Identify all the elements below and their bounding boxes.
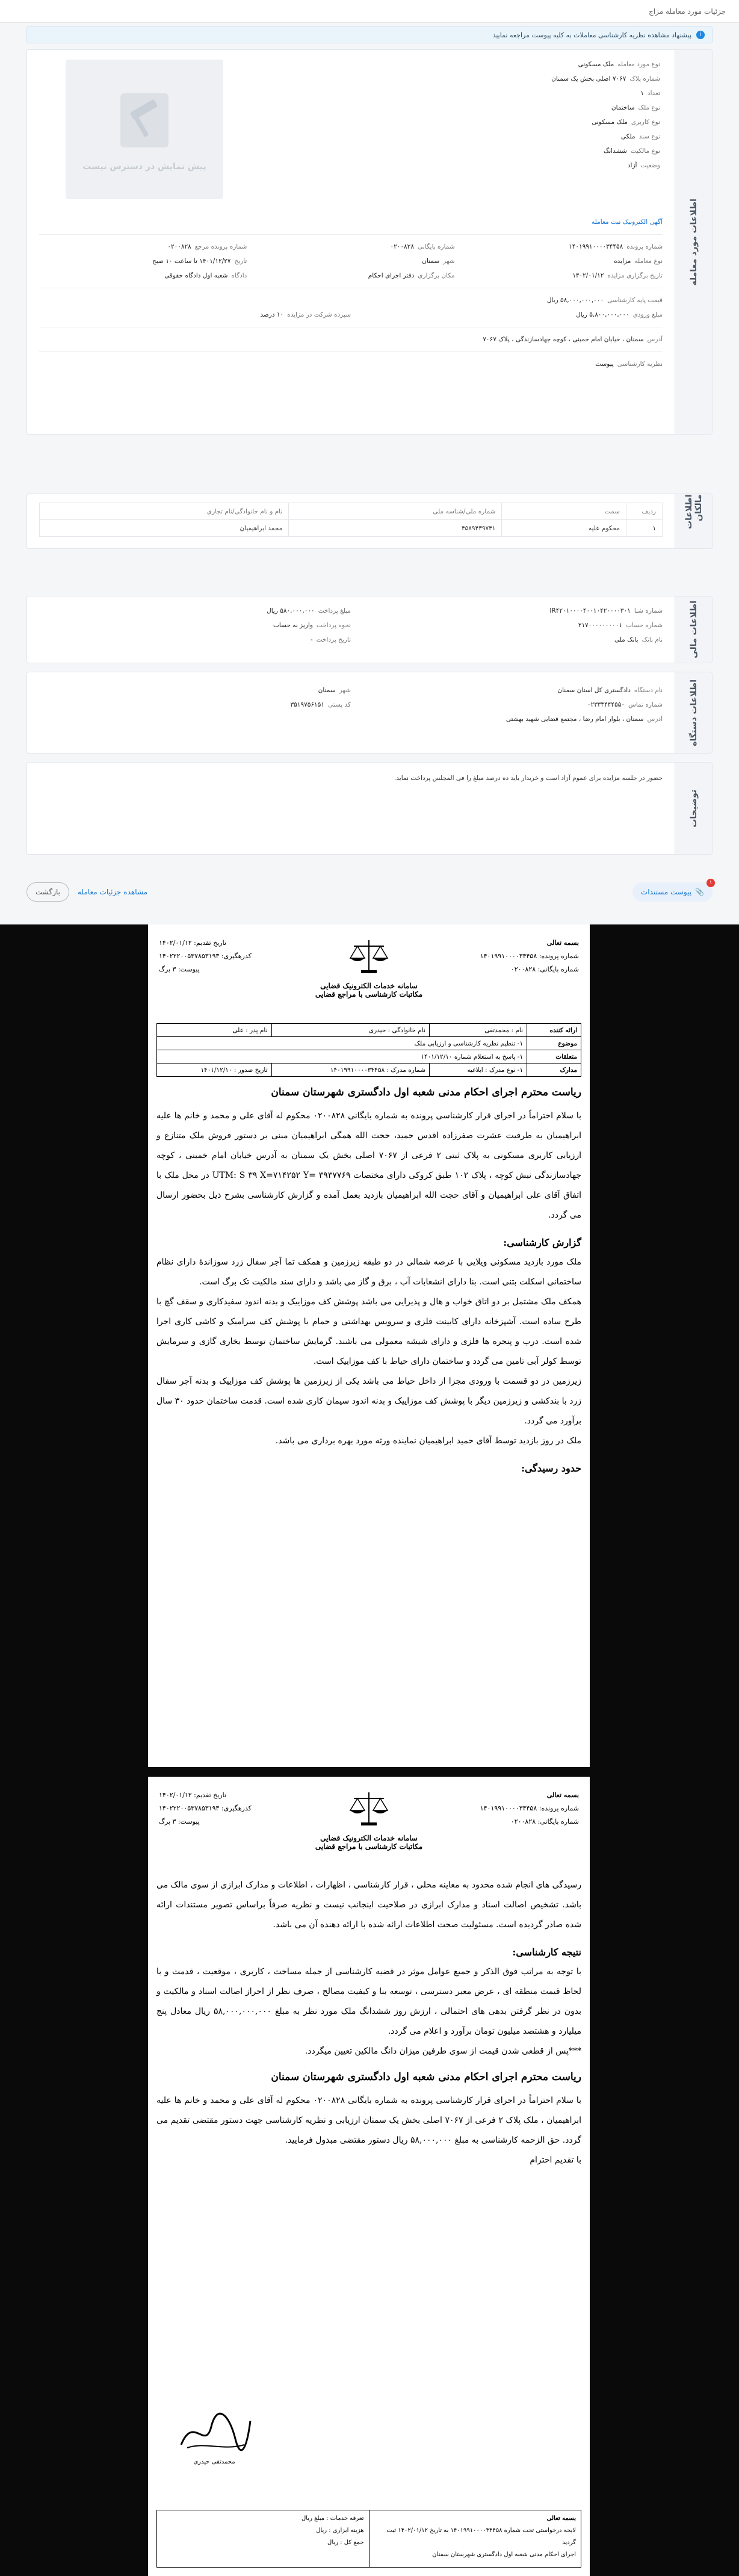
deal-info-row: شماره پرونده ۱۴۰۱۹۹۱۰۰۰۰۳۴۴۵۸ شماره بایگانی ۰۲۰۰۸۲۸ شماره پرونده مرجع ۰۲۰۰۸۲۸ [167,243,663,250]
doc-title: ریاست محترم اجرای احکام مدنی شعبه اول دادگستری شهرستان سمنان [271,2071,581,2083]
deal-row: نوع مورد معامله ملک مسکونی [578,61,660,68]
doc-case-no: شماره پرونده: ۱۴۰۱۹۹۱۰۰۰۰۳۴۴۵۸ [480,952,579,960]
dept-side-label: اطلاعات دستگاه [675,672,712,753]
image-placeholder [66,60,223,199]
owners-table [39,503,663,537]
doc-tracking-code: کدرهگیری: ۱۴۰۲۲۲۰۰۵۳۷۸۵۳۱۹۳ [159,952,252,960]
deal-row: شماره پلاک ۷۰۶۷ اصلی بخش یک سمنان [551,75,660,82]
expert-row: نظریه کارشناسی پیوست [595,361,663,368]
doc-paragraph: ملک در روز بازدید توسط آقای حمید ابراهیمیان نماینده ورثه مورد بهره برداری می باشد. [275,1436,581,1446]
judiciary-logo: سامانه خدمات الکترونیک قضایی مکاتبات کارشناسی با مراجع قضایی [297,1788,441,1851]
signer-name: محمدتقی حیدری [193,2459,235,2465]
details-link[interactable]: مشاهده جزئیات معامله [78,888,147,896]
deal-row: تعداد ۱ [640,90,660,97]
doc-attach-count: پیوست: ۳ برگ [159,965,200,973]
doc-closing: با تقدیم احترام [530,2155,581,2165]
signature [160,2409,268,2465]
deal-info-row: نوع معامله مزایده شهر سمنان تاریخ ۱۴۰۱/۱۲/۲۷ تا ساعت ۱۰ صبح [152,258,663,265]
deal-row: نوع مالکیت ششدانگ [603,147,660,155]
breadcrumb[interactable]: جزئیات مورد معامله مزاج [0,0,739,23]
doc-subheading: حدود رسیدگی: [521,1463,581,1474]
doc-info-grid [156,1023,581,1077]
case-detail-panel [0,0,739,924]
deal-row: نوع سند ملکی [620,133,660,140]
deal-row: نوع کاربری ملک مسکونی [592,119,660,126]
ad-link[interactable]: آگهی الکترونیک ثبت معامله [592,218,663,226]
doc-paragraph: رسیدگی های انجام شده محدود به معاینه محلی ، قرار کارشناسی ، اظهارات ، اطلاعات و مدارک ابرازی از سوی مالک می باشد. تشخیص اصالت اسناد و مدارک ابرازی در صلاحیت اینجانب نیست و نظریه صرفاً براساس تصویر مستندات ارائه شده صادر گردیده است. مسئولیت صحت اطلاعات ارائه شده با ارائه دهنده آن می باشد. [156,1880,581,1930]
document-page-1 [148,924,590,1767]
address-row: آدرس سمنان ، خیابان امام خمینی ، کوچه جهادسازندگی ، پلاک ۷۰۶۷ [483,336,663,343]
deal-body [27,50,675,434]
doc-paragraph: با توجه به مراتب فوق الذکر و جمیع عوامل موثر در قضیه کارشناسی از جمله مساحت ، کاربری ، موقعیت ، قدمت و با لحاظ قیمت منطقه ای ، عرض معبر دسترسی ، توسعه بنا و کیفیت مصالح ، صرف نظر از احراز اصالت اسناد و مالکیت و بدون در نظر گرفتن بدهی های احتمالی ، ارزش روز ششدانگ ملک مورد نظر به مبلغ ۵۸,۰۰۰,۰۰۰,۰۰۰ ریال معادل پنج میلیارد و هشتصد میلیون تومان برآورد و اعلام می گردد. [156,1967,581,2036]
doc-date: تاریخ تقدیم: ۱۴۰۲/۰۱/۱۲ [159,939,227,947]
image-placeholder-text: پیش نمایش در دسترس نیست [82,162,206,172]
table-row: ۱ محکوم علیه ۴۵۸۹۴۳۹۷۳۱ محمد ابراهیمیان [40,520,663,537]
finance-row: شماره شبا IR۴۲۰۱۰۰۰۰۴۰۰۱۰۴۲۰۰۰۰۳۰۱ مبلغ پرداخت ۵۸۰,۰۰۰,۰۰۰ ریال [267,607,663,615]
col-header: نام و نام خانوادگی/نام تجاری [40,503,289,520]
warning-text: پیشنهاد مشاهده نظریه کارشناسی معاملات به کلیه پیوست مراجعه نمایید [492,31,691,39]
owners-side-label: اطلاعات مالکان [675,494,712,548]
desc-text: حضور در جلسه مزایده برای عموم آزاد است و خریدار باید ده درصد مبلغ را فی المجلس پرداخت نماید. [394,775,663,782]
table-row: موضوع ۱- تنظیم نظریه کارشناسی و ارزیابی ملک [157,1037,581,1050]
gavel-icon [108,87,181,153]
col-header: شماره ملی/شناسه ملی [289,503,502,520]
finance-row: شماره حساب ۲۱۷۰۰۰۰۰۰۰۰۰۱ نحوه پرداخت واریز به حساب [273,622,663,629]
warning-banner [26,26,713,43]
doc-subheading: گزارش کارشناسی: [503,1237,581,1248]
attachments-button[interactable]: ۱ 📎 پیوست مستندات [632,882,713,902]
back-button[interactable]: بازگشت [26,882,69,902]
doc-paragraph: همکف ملک مشتمل بر دو اتاق خواب و هال و پذیرایی می باشد پوشش کف موزاییک و بدنه اندود سفیدکاری و سقف گچ با طرح ساده است. آشپزخانه دارای کابینت فلزی و سرویس بهداشتی و حمام با پوشش کف سرامیک و کاشی کاری اجرا شده است. درب و پنجره ها فلزی و دارای شیشه معمولی می باشند. گرمایش ساختمان توسط بخاری گازی و سرمایش توسط کولر آبی تامین می گردد و ساختمان دارای حیاط با کف موزاییک است. [156,1297,581,1366]
scales-icon [348,1788,390,1830]
deal-info-section [26,49,713,435]
finance-side-label: اطلاعات مالی [675,596,712,663]
col-header: ردیف [626,503,663,520]
desc-side-label: توضیحات [675,763,712,854]
doc-paragraph: ملک مورد بازدید مسکونی ویلایی با عرصه شمالی در دو طبقه زیرزمین و همکف تما آجر سفال زرد سوزاندهٔ دارای نظام ساختمانی اسکلت بتنی است. بنا دارای انشعابات آب ، برق و گاز می باشد و دارای سند مالکیت تک برگ است. [156,1257,581,1287]
document-page-2: بسمه تعالی شماره پرونده: ۱۴۰۱۹۹۱۰۰۰۰۳۴۴۵۸ شماره بایگانی: ۰۲۰۰۸۲۸ سامانه خدمات الکترونیک قضایی مکاتبات کارشناسی با مراجع قضایی تاریخ تقدیم: ۱۴۰۲/۰۱/۱۲ کدرهگیری: ۱۴۰۲۲۲۰۰۵۳۷۸۵۳۱۹۳ پیوست: ۳ برگ رسیدگی های انجام شده محدود به معاینه محلی ، قرار کارشناسی ، اظهارات ، اطلاعات و مدارک ابرازی از سوی مالک می باشد. تشخیص اصالت اسناد و مدارک ابرازی در صلاحیت اینجانب نیست و نظریه صرفاً براساس تصویر مستندات ارائه شده صادر گردیده است. مسئولیت صحت اطلاعات ارائه شده با ارائه دهنده آن می باشد. نتیجه کارشناسی: با توجه به مراتب فوق الذکر و جمیع عوامل موثر در قضیه کارشناسی از جمله مساحت ، کاربری ، موقعیت ، قدمت و با لحاظ قیمت منطقه ای ، عرض معبر دسترسی ، توسعه بنا و کیفیت مصالح ، صرف نظر از احراز اصالت اسناد و مالکیت و بدون در نظر گرفتن بدهی های احتمالی ، ارزش روز ششدانگ ملک مورد نظر به مبلغ ۵۸,۰۰۰,۰۰۰,۰۰۰ ریال معادل پنج میلیارد و هشتصد میلیون تومان برآورد و اعلام می گردد. ***پس از قطعی شدن قیمت از سوی طرفین میزان دانگ مالکین تعیین میگردد. ریاست محترم اجرای احکام مدنی شعبه اول دادگستری شهرستان سمنان با سلام احتراماً در اجرای قرار کارشناسی پرونده به شماره بایگانی ۰۲۰۰۸۲۸ محکوم له آقای علی و محمد و خانم ها علیه ابراهیمیان ، ملک پلاک ۲ فرعی از ۷۰۶۷ اصلی بخش یک سمنان ارزیابی و نظریه کارشناسی جهت دستور مقتضی تقدیم می گردد. حق الزحمه کارشناسی به مبلغ ۵۸,۰۰۰,۰۰۰ ریال دستور مقتضی مبذول فرمایید. با تقدیم احترام محمدتقی حیدری بسمه تعالی لایحه درخواستی تحت شماره ۱۴۰۱۹۹۱۰۰۰۰۳۴۴۵۸ به تاریخ ۱۴۰۲/۰۱/۱۲ ثبت گردید اجرای احکام مدنی شعبه اول دادگستری شهرستان سمنان تعرفه خدمات : مبلغ ریال هزینه ابزاری : ریال جمع کل : ریال [148,1777,590,2576]
doc-paragraph: زیرزمین در دو قسمت با ورودی مجزا از داخل حیاط می باشد یکی از زیرزمین ها پوشش کف موزاییک و بدنه آجر سفال زرد با بندکشی و زیرزمین دیگر با پوشش کف موزاییک و بدنه اندود سیمان کاری شده است. قدمت ساختمان حدود ۳۰ سال برآورد می گردد. [156,1376,581,1426]
owners-section [26,494,713,549]
action-bar [26,880,713,904]
dept-row: شماره تماس ۰۲۳۳۳۴۴۴۵۵۰ کد پستی ۳۵۱۹۷۵۶۱۵۱ [290,701,663,708]
deal-row: نوع ملک ساختمان [611,104,660,111]
judiciary-logo: سامانه خدمات الکترونیک قضایی مکاتبات کارشناسی با مراجع قضایی [297,935,441,999]
table-row: مدارک ۱- نوع مدرک : ابلاغیه شماره مدرک : ۱۴۰۱۹۹۱۰۰۰۰۳۴۴۵۸ تاریخ صدور : ۱۴۰۱/۱۲/۱۰ [157,1064,581,1077]
dept-row: نام دستگاه دادگستری کل استان سمنان شهر سمنان [318,687,663,694]
doc-footer: بسمه تعالی لایحه درخواستی تحت شماره ۱۴۰۱۹۹۱۰۰۰۰۳۴۴۵۸ به تاریخ ۱۴۰۲/۰۱/۱۲ ثبت گردید اجرای احکام مدنی شعبه اول دادگستری شهرستان سمنان تعرفه خدمات : مبلغ ریال هزینه ابزاری : ریال جمع کل : ریال [156,2510,581,2568]
doc-title: ریاست محترم اجرای احکام مدنی شعبه اول دادگستری شهرستان سمنان [271,1086,581,1098]
table-row: ارائه کننده نام : محمدتقی نام خانوادگی : حیدری نام پدر : علی [157,1024,581,1037]
finance-row: نام بانک بانک ملی تاریخ پرداخت - [310,636,663,643]
doc-paragraph: با سلام احتراماً در اجرای قرار کارشناسی پرونده به شماره بایگانی ۰۲۰۰۸۲۸ محکوم له آقای علی و محمد و خانم ها علیه ابراهیمیان ، ملک پلاک ۲ فرعی از ۷۰۶۷ اصلی بخش یک سمنان ارزیابی و نظریه کارشناسی جهت دستور مقتضی تقدیم می گردد. حق الزحمه کارشناسی به مبلغ ۵۸,۰۰۰,۰۰۰ ریال دستور مقتضی مبذول فرمایید. [156,2096,581,2145]
doc-archive-no: شماره بایگانی: ۰۲۰۰۸۲۸ [510,965,579,973]
doc-paragraph: ***پس از قطعی شدن قیمت از سوی طرفین میزان دانگ مالکین تعیین میگردد. [305,2046,581,2056]
finance-section [26,596,713,663]
deal-info-row: تاریخ برگزاری مزایده ۱۴۰۲/۰۱/۱۲ مکان برگزاری دفتر اجرای احکام دادگاه شعبه اول دادگاه حقوقی [164,272,663,279]
table-row: متعلقات ۱- پاسخ به استعلام شماره ۱۴۰۱/۱۲/۱۰ [157,1050,581,1064]
deal-row: وضعیت آزاد [627,162,660,169]
desc-section [26,762,713,855]
doc-heading: بسمه تعالی [546,939,579,947]
doc-subheading: نتیجه کارشناسی: [512,1946,581,1958]
signature-icon [175,2409,253,2457]
paperclip-icon: 📎 [695,888,704,896]
dept-row: آدرس سمنان ، بلوار امام رضا ، مجتمع قضایی شهید بهشتی [506,716,663,723]
price-row: قیمت پایه کارشناسی ۵۸,۰۰۰,۰۰۰,۰۰۰ ریال [546,297,663,304]
info-icon: i [696,31,705,39]
scales-icon [348,935,390,977]
col-header: سمت [502,503,626,520]
attachment-count-badge: ۱ [707,879,715,887]
doc-paragraph: با سلام احتراماً در اجرای قرار کارشناسی پرونده به شماره بایگانی ۰۲۰۰۸۲۸ محکوم له آقای علی و محمد و خانم ها علیه ابراهیمیان به طرفیت عشرت صفرزاده اقدس حمید، حجت الله همگی ابراهیمیان مبنی بر دستور فروش ملک متنازع و ارزیابی کاربری مسکونی به پلاک ثبتی ۲ فرعی از ۷۰۶۷ اصلی بخش یک سمنان به آدرس خیابان امام خمینی ، کوچه جهادسازندگی نبش کوچه ، پلاک ۱۰۲ طبق کروکی دارای مختصات UTM: S ۳۹ X=۷۱۴۲۵۲ Y= ۳۹۳۷۷۶۹ در محل ملک با اتفاق آقای علی ابراهیمیان و آقای حجت الله ابراهیمیان بازدید بعمل آمده و گزارش کارشناسی بشرح ذیل بحضور ارسال می گردد. [156,1111,582,1220]
dept-section [26,672,713,754]
deal-side-label: اطلاعات مورد معامله [675,50,712,434]
entry-row: مبلغ ورودی ۵,۸۰۰,۰۰۰,۰۰۰ ریال سپرده شرکت در مزایده ۱۰ درصد [260,311,663,318]
